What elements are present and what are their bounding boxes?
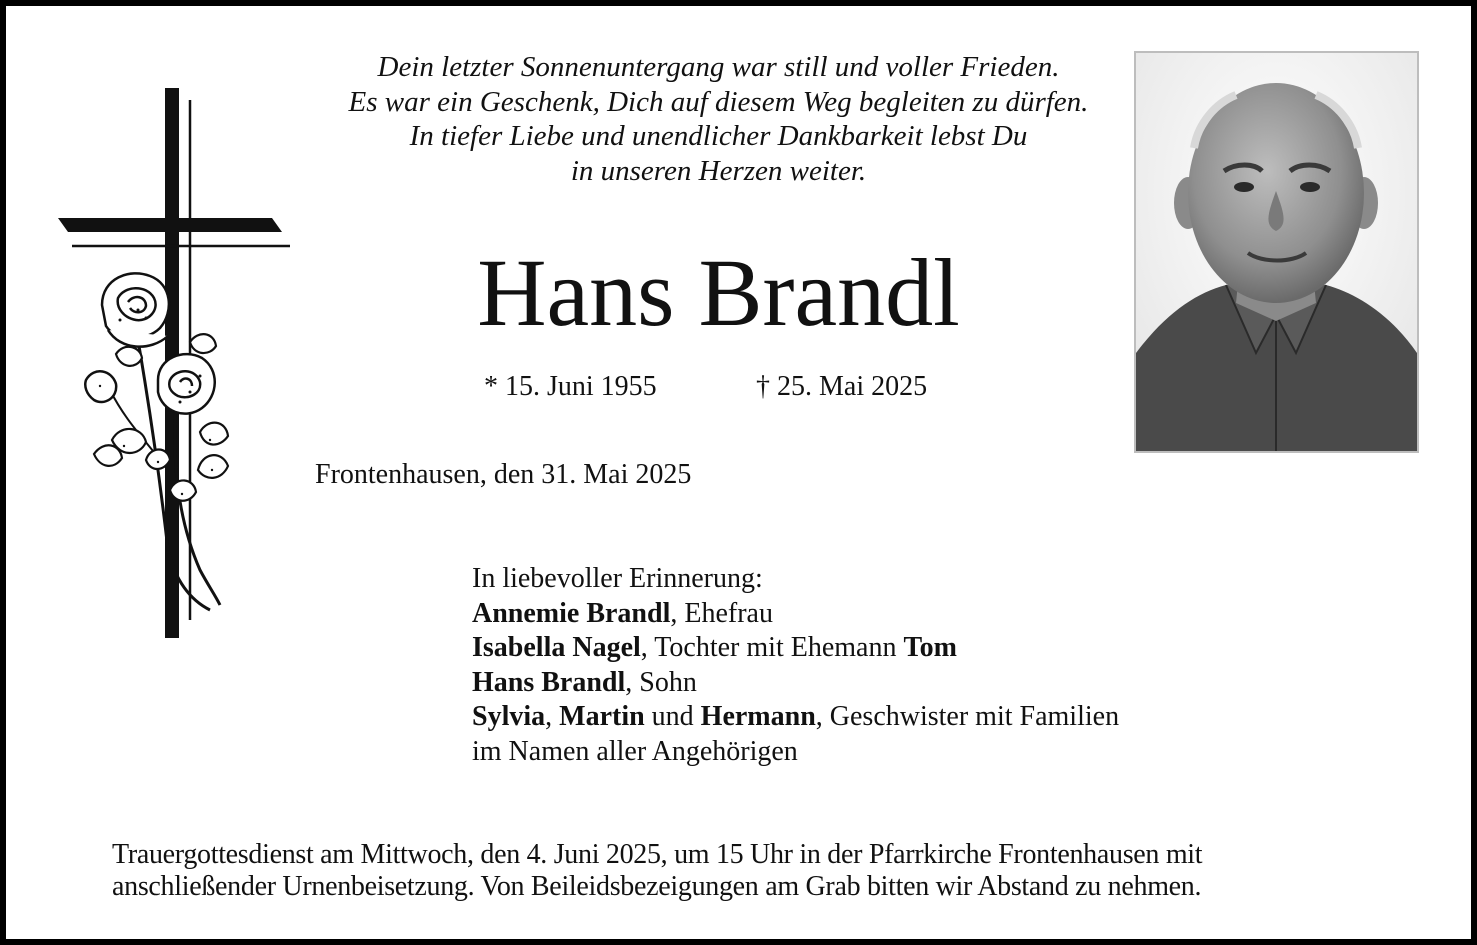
mourner-relation: , Ehefrau <box>670 597 773 629</box>
mourner-name: Isabella Nagel <box>472 632 641 663</box>
mourner-name: Martin <box>559 701 645 732</box>
poem-line: In tiefer Liebe und unendlicher Dankbarkeit lebst Du <box>409 120 1028 152</box>
mourner-line <box>472 631 1119 666</box>
mourners-closing: im Namen aller Angehörigen <box>472 735 798 767</box>
mourner-relation: , Tochter mit Ehemann <box>640 632 904 663</box>
mourner-name: Hans Brandl <box>472 666 626 698</box>
mourner-relation: , <box>545 701 560 732</box>
service-line: anschließender Urnenbeisetzung. Von Beileidsbezeigungen am Grab bitten wir Abstand zu nehmen. <box>112 871 1202 902</box>
portrait-photo <box>1134 51 1419 453</box>
mourner-line <box>472 597 1119 632</box>
mourner-relation: , Sohn <box>625 666 697 698</box>
mourner-name: Hermann <box>700 701 816 732</box>
service-line: Trauergottesdienst am Mittwoch, den 4. Juni 2025, um 15 Uhr in der Pfarrkirche Frontenhausen mit <box>112 839 1203 870</box>
death-date: † 25. Mai 2025 <box>756 371 928 402</box>
mourner-line <box>472 700 1119 735</box>
portrait-icon <box>1136 53 1417 451</box>
mourner-relation: und <box>644 701 701 732</box>
place-date: Frontenhausen, den 31. Mai 2025 <box>315 459 692 490</box>
mourners-intro: In liebevoller Erinnerung: <box>472 563 763 594</box>
birth-date: * 15. Juni 1955 <box>484 371 657 402</box>
mourners-block <box>472 562 1119 769</box>
service-info <box>112 839 1372 903</box>
deceased-name: Hans Brandl <box>477 239 960 346</box>
poem-line: Dein letzter Sonnenuntergang war still und voller Frieden. <box>377 51 1060 83</box>
poem <box>256 50 1181 188</box>
mourner-name: Tom <box>903 632 957 663</box>
mourner-line <box>472 666 1119 701</box>
cross-with-roses-icon <box>50 80 290 640</box>
poem-line: in unseren Herzen weiter. <box>570 154 867 187</box>
mourner-name: Annemie Brandl <box>472 597 671 629</box>
poem-line: Es war ein Geschenk, Dich auf diesem Weg begleiten zu dürfen. <box>348 85 1089 118</box>
mourner-relation: , Geschwister mit Familien <box>815 701 1120 732</box>
mourner-lines <box>472 597 1119 735</box>
mourner-name: Sylvia <box>472 701 546 732</box>
